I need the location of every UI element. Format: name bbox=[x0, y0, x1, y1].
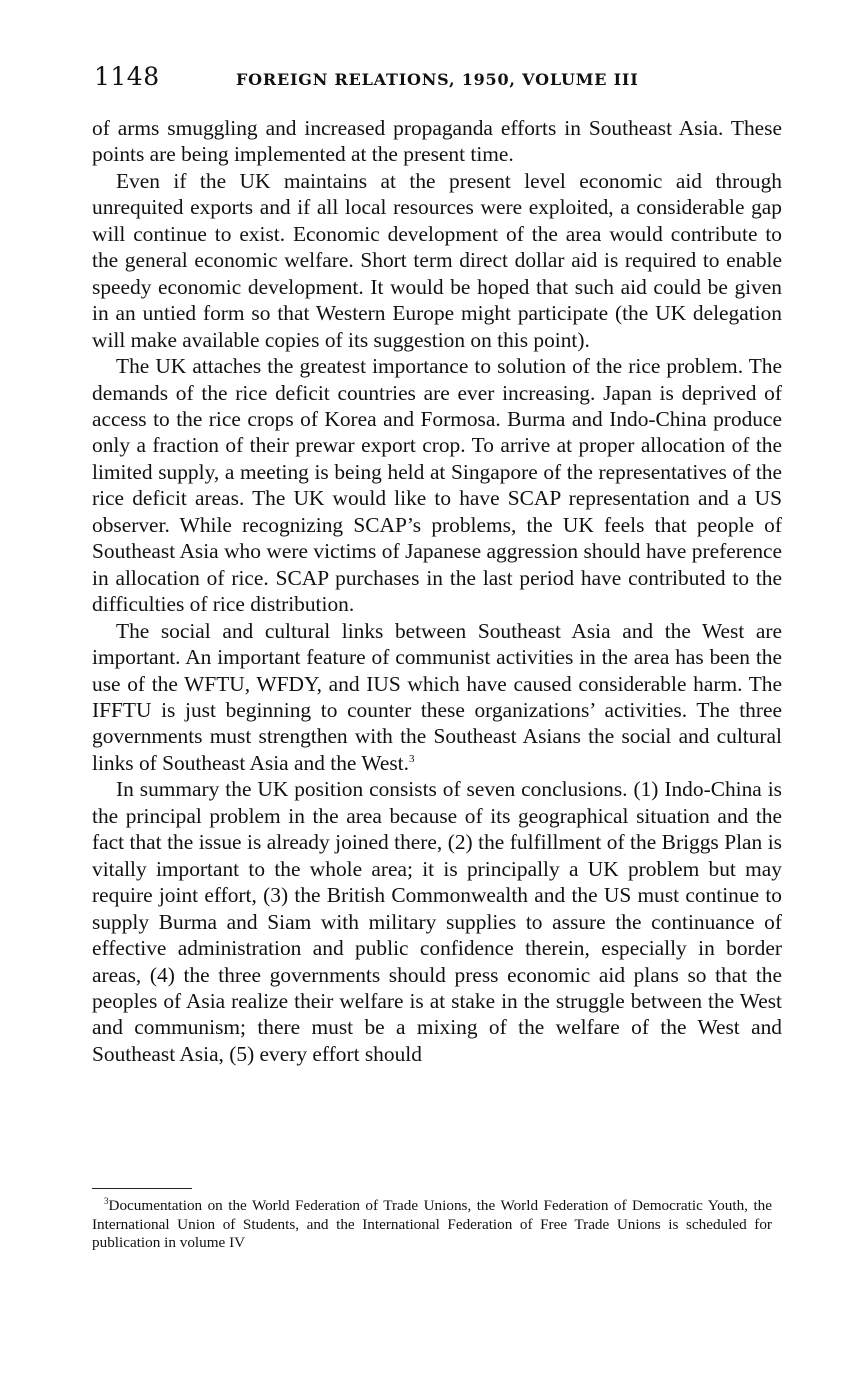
paragraph-arms-smuggling: of arms smuggling and increased propaganda efforts in Southeast Asia. These points are being implemented at the present time. bbox=[92, 116, 782, 167]
paragraph-economic-aid: Even if the UK maintains at the present level economic aid through unrequited exports and if all local resources were exploited, a considerable gap will continue to exist. Economic development of the area would contribute to the general economic welfare. Short term direct dollar aid is required to enable speedy economic development. It would be hoped that such aid could be given in an untied form so that Western Europe might participate (the UK delegation will make available copies of its suggestion on this point). bbox=[92, 168, 782, 352]
footnote-marker: 3 bbox=[104, 1195, 109, 1206]
paragraph-rice-problem: The UK attaches the greatest importance to solution of the rice problem. The demands of the rice deficit countries are ever increasing. Japan is deprived of access to the rice crops of Korea and Formosa. Burma and Indo-China produce only a fraction of their prewar export crop. To arrive at proper allocation of the limited supply, a meeting is being held at Singapore of the representatives of the rice deficit areas. The UK would like to have SCAP representation and a US observer. While recognizing SCAP’s problems, the UK feels that people of Southeast Asia who were victims of Japanese aggression should have preference in allocation of rice. SCAP purchases in the last period have contributed to the difficulties of rice distribution. bbox=[92, 354, 782, 617]
page-header bbox=[94, 62, 784, 96]
body-text bbox=[92, 115, 782, 1067]
paragraph-social-cultural-links: The social and cultural links between Southeast Asia and the West are important. An important feature of communist activities in the area has been the use of the WFTU, WFDY, and IUS which have caused considerable harm. The IFFTU is just beginning to counter these organizations’ activities. The three governments must strengthen with the Southeast Asians the social and cultural links of Southeast Asia and the West.$^3$ bbox=[92, 618, 782, 775]
footnote bbox=[92, 1197, 772, 1253]
running-title: FOREIGN RELATIONS, 1950, VOLUME III bbox=[236, 70, 639, 89]
footnote-reference: 3 bbox=[408, 752, 415, 765]
footnote-text: Documentation on the World Federation of Trade Unions, the World Federation of Democratic Youth, the International Union of Students, and the International Federation of Free Trade Unions is scheduled for publication in volume IV bbox=[92, 1197, 772, 1251]
footnote-divider bbox=[92, 1188, 192, 1189]
footnotes bbox=[92, 1197, 772, 1253]
paragraph-summary-conclusions: In summary the UK position consists of seven conclusions. (1) Indo-China is the principal problem in the area because of its geographical situation and the fact that the issue is already joined there, (2) the fulfillment of the Briggs Plan is vitally important to the whole area; it is principally a UK problem but may require joint effort, (3) the British Commonwealth and the US must continue to supply Burma and Siam with military supplies to assure the continuance of effective administration and public confidence therein, especially in border areas, (4) the three governments should press economic aid plans so that the peoples of Asia realize their welfare is at stake in the struggle between the West and communism; there must be a mixing of the welfare of the West and Southeast Asia, (5) every effort should bbox=[92, 777, 782, 1066]
page-number: 1148 bbox=[94, 62, 160, 91]
